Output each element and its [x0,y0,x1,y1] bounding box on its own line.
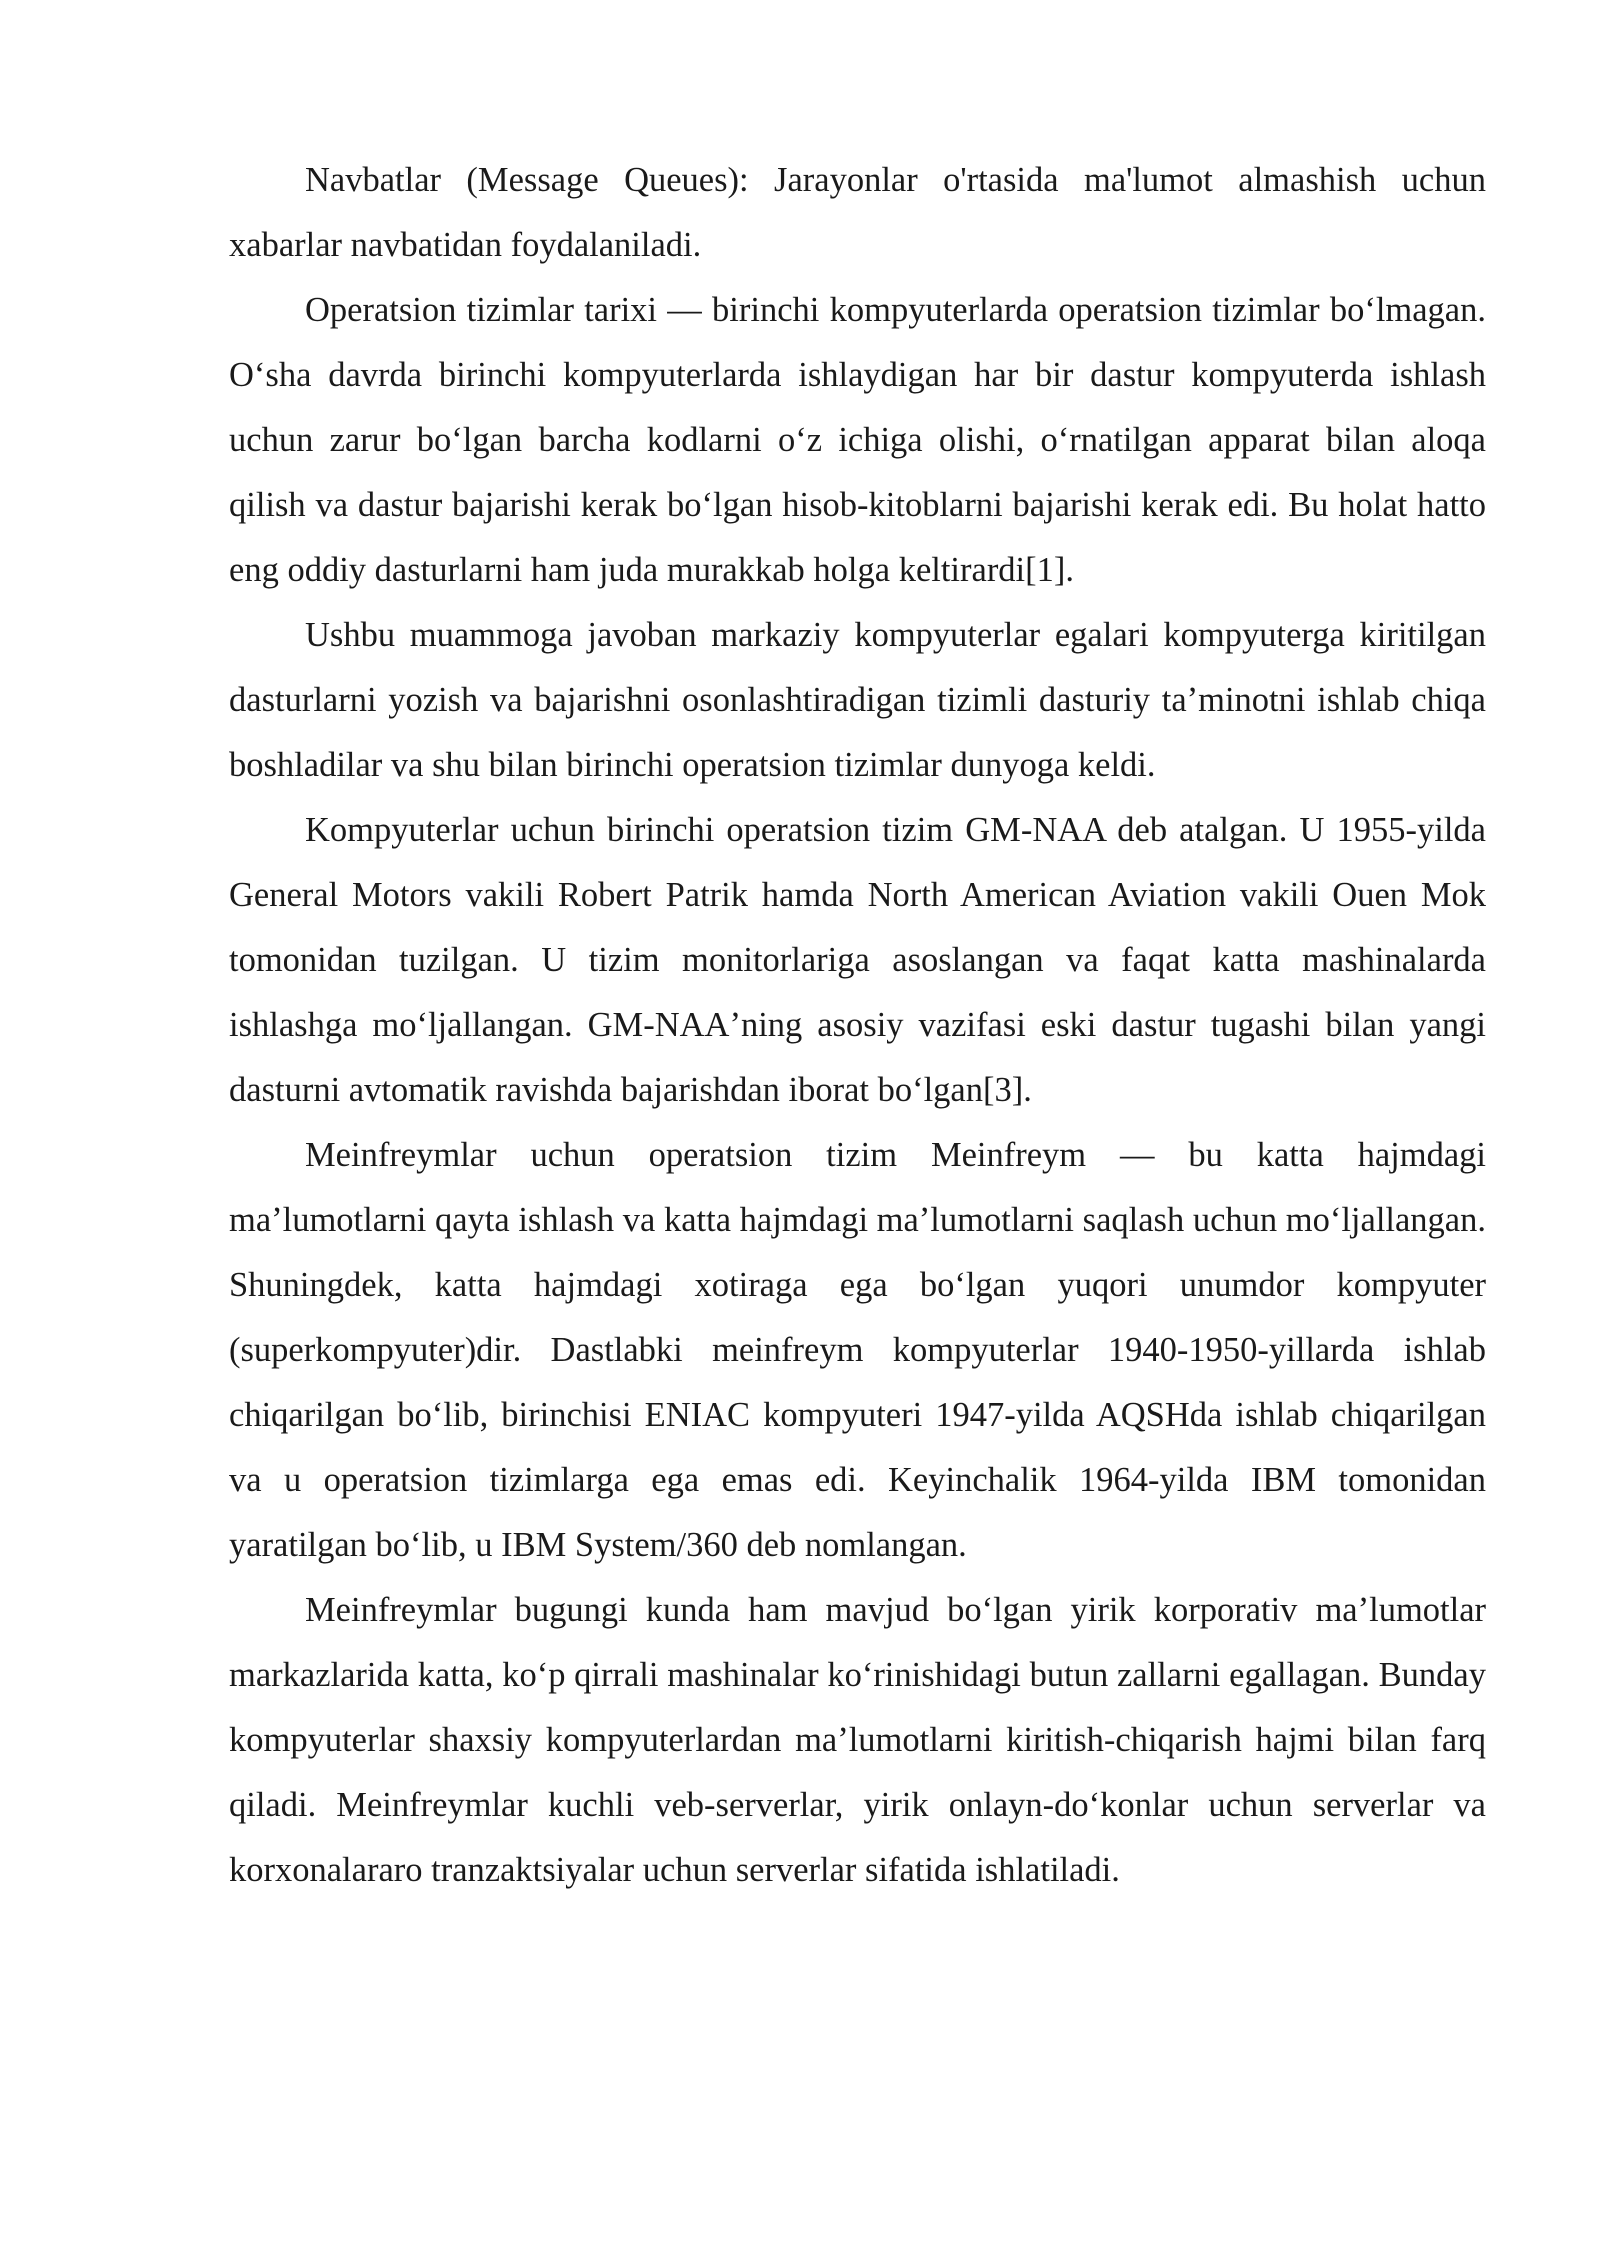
paragraph-mainframe-os: Meinfreymlar uchun operatsion tizim Meinfreym — bu katta hajmdagi maʼlumotlarni qayta ishlash va katta hajmdagi maʼlumotlarni saqlash uchun moʻljallangan. Shuningdek, katta hajmdagi xotiraga ega boʻlgan yuqori unumdor kompyuter (superkompyuter)dir. Dastlabki meinfreym kompyuterlar 1940-1950-yillarda ishlab chiqarilgan boʻlib, birinchisi ENIAC kompyuteri 1947-yilda AQSHda ishlab chiqarilgan va u operatsion tizimlarga ega emas edi. Keyinchalik 1964-yilda IBM tomonidan yaratilgan boʻlib, u IBM System/360 deb nomlangan. [229,1136,1486,1564]
paragraph-gm-naa: Kompyuterlar uchun birinchi operatsion tizim GM-NAA deb atalgan. U 1955-yilda General Motors vakili Robert Patrik hamda North American Aviation vakili Ouen Mok tomonidan tuzilgan. U tizim monitorlariga asoslangan va faqat katta mashinalarda ishlashga moʻljallangan. GM-NAAʼning asosiy vazifasi eski dastur tugashi bilan yangi dasturni avtomatik ravishda bajarishdan iborat boʻlgan[3]. [229,811,1486,1109]
paragraph-message-queues: Navbatlar (Message Queues): Jarayonlar o'rtasida ma'lumot almashish uchun xabarlar navbatidan foydalaniladi. [229,161,1486,264]
document-body [229,148,1486,1903]
paragraph-first-os-origin: Ushbu muammoga javoban markaziy kompyuterlar egalari kompyuterga kiritilgan dasturlarni yozish va bajarishni osonlashtiradigan tizimli dasturiy taʼminotni ishlab chiqa boshladilar va shu bilan birinchi operatsion tizimlar dunyoga keldi. [229,616,1486,784]
paragraph-mainframes-today: Meinfreymlar bugungi kunda ham mavjud boʻlgan yirik korporativ maʼlumotlar markazlarida katta, koʻp qirrali mashinalar koʻrinishidagi butun zallarni egallagan. Bunday kompyuterlar shaxsiy kompyuterlardan maʼlumotlarni kiritish-chiqarish hajmi bilan farq qiladi. Meinfreymlar kuchli veb-serverlar, yirik onlayn-doʻkonlar uchun serverlar va korxonalararo tranzaktsiyalar uchun serverlar sifatida ishlatiladi. [229,1591,1486,1889]
paragraph-os-history: Operatsion tizimlar tarixi — birinchi kompyuterlarda operatsion tizimlar boʻlmagan. Oʻsha davrda birinchi kompyuterlarda ishlaydigan har bir dastur kompyuterda ishlash uchun zarur boʻlgan barcha kodlarni oʻz ichiga olishi, oʻrnatilgan apparat bilan aloqa qilish va dastur bajarishi kerak boʻlgan hisob-kitoblarni bajarishi kerak edi. Bu holat hatto eng oddiy dasturlarni ham juda murakkab holga keltirardi[1]. [229,291,1486,589]
